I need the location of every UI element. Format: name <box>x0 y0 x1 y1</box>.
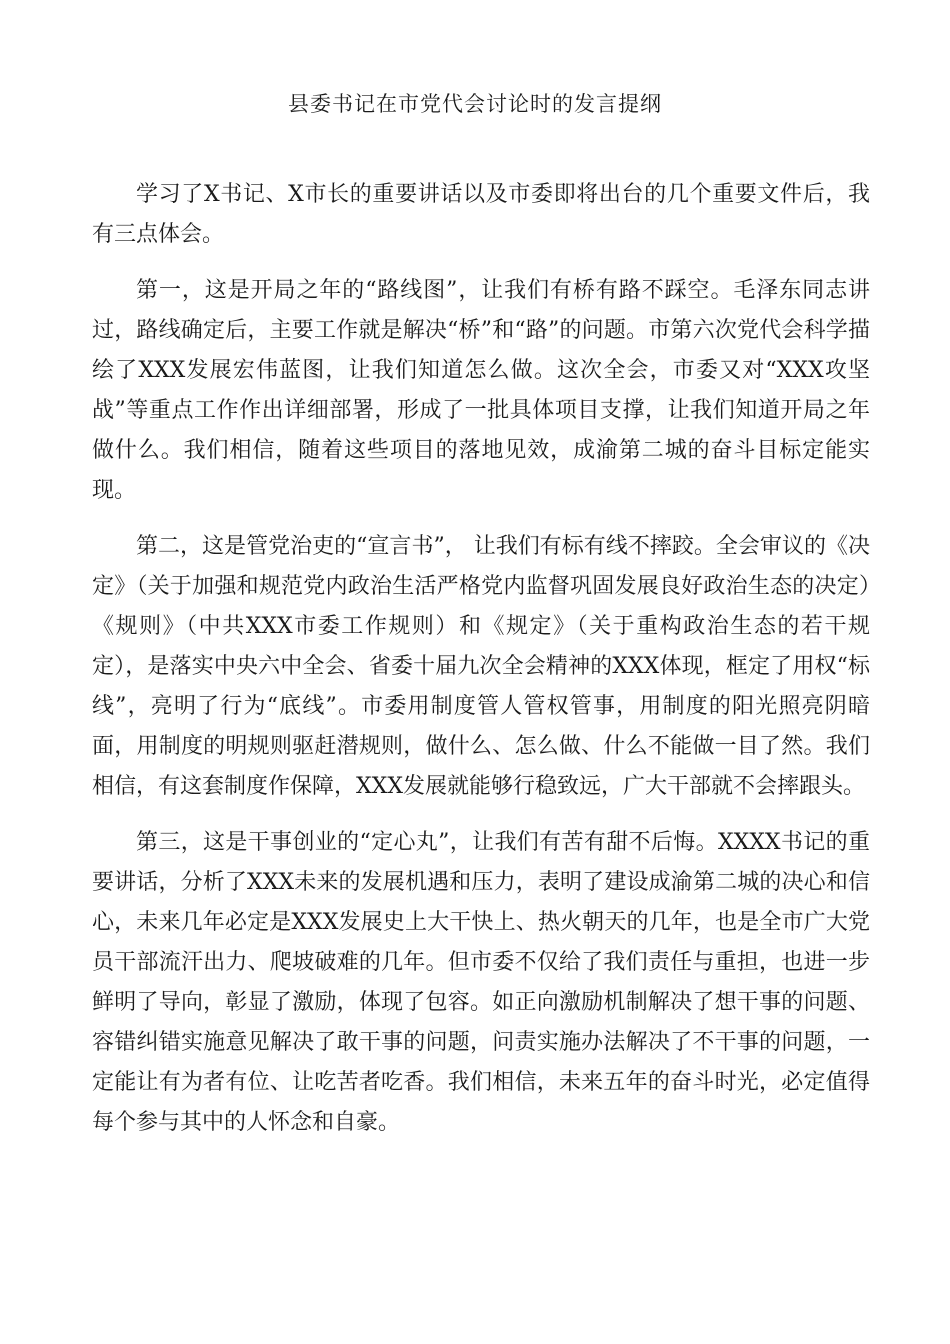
paragraph-third-point: 第三，这是干事创业的“定心丸”，让我们有苦有甜不后悔。XXXX书记的重要讲话，分析了XXX未来的发展机遇和压力，表明了建设成渝第二城的决心和信心，未来几年必定是XXX发展史上大干快上、热火朝天的几年，也是全市广大党员干部流汗出力、爬坡破难的几年。但市委不仅给了我们责任与重担，也进一步鲜明了导向，彰显了激励，体现了包容。如正向激励机制解决了想干事的问题、容错纠错实施意见解决了敢干事的问题，问责实施办法解决了不干事的问题，一定能让有为者有位、让吃苦者吃香。我们相信，未来五年的奋斗时光，必定值得每个参与其中的人怀念和自豪。 <box>92 830 870 1135</box>
document-title: 县委书记在市党代会讨论时的发言提纲 <box>288 92 662 116</box>
document-body <box>92 175 870 1159</box>
paragraph-intro: 学习了X书记、X市长的重要讲话以及市委即将出台的几个重要文件后，我有三点体会。 <box>92 182 870 247</box>
paragraph-second-point: 第二，这是管党治吏的“宣言书”， 让我们有标有线不摔跤。全会审议的《决定》（关于加强和规范党内政治生活严格党内监督巩固发展良好政治生态的决定）《规则》（中共XXX市委工作规则）和《规定》（关于重构政治生态的若干规定），是落实中央六中全会、省委十届九次全会精神的XXX体现，框定了用权“标线”，亮明了行为“底线”。市委用制度管人管权管事，用制度的阳光照亮阴暗面，用制度的明规则驱赶潜规则，做什么、怎么做、什么不能做一目了然。我们相信，有这套制度作保障，XXX发展就能够行稳致远，广大干部就不会摔跟头。 <box>92 534 870 799</box>
paragraph-first-point: 第一，这是开局之年的“路线图”，让我们有桥有路不踩空。毛泽东同志讲过，路线确定后，主要工作就是解决“桥”和“路”的问题。市第六次党代会科学描绘了XXX发展宏伟蓝图，让我们知道怎么做。这次全会，市委又对“XXX攻坚战”等重点工作作出详细部署，形成了一批具体项目支撑，让我们知道开局之年做什么。我们相信，随着这些项目的落地见效，成渝第二城的奋斗目标定能实现。 <box>92 278 870 503</box>
